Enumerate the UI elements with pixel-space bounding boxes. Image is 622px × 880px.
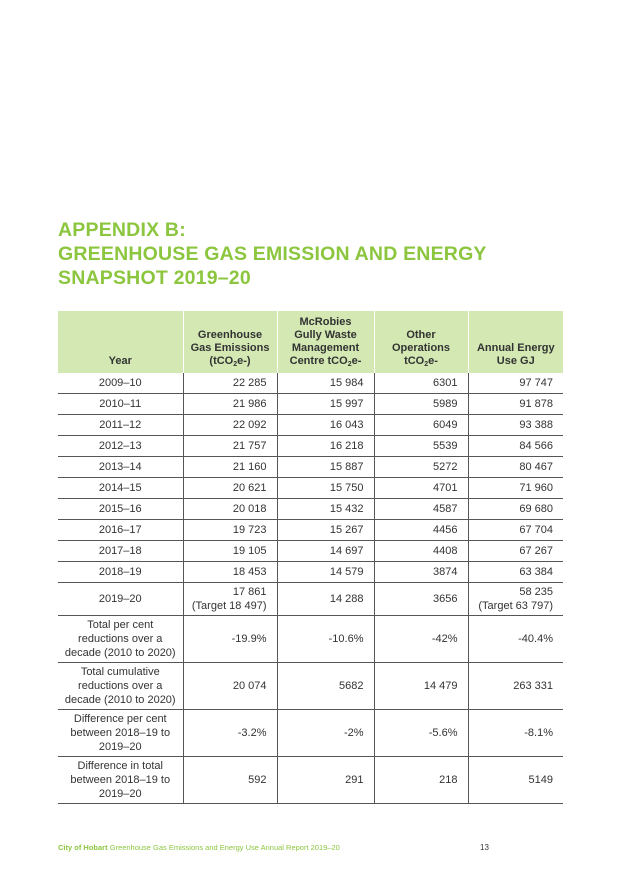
cell-ghg: 20 018 — [183, 499, 277, 520]
cell-other: 4587 — [374, 499, 468, 520]
cell-mcrobies: 15 887 — [277, 457, 374, 478]
cell-mcrobies: 15 750 — [277, 478, 374, 499]
table-row — [58, 436, 563, 457]
cell-energy: 67 704 — [468, 520, 563, 541]
cell-energy: 63 384 — [468, 562, 563, 583]
summary-label: Difference in total between 2018–19 to 2019–20 — [58, 757, 183, 804]
cell-year: 2015–16 — [58, 499, 183, 520]
heading-line-1: APPENDIX B: — [58, 219, 186, 241]
cell-energy: 84 566 — [468, 436, 563, 457]
cell-mcrobies: 14 288 — [277, 583, 374, 616]
footer-org: City of Hobart — [58, 843, 108, 852]
cell-other: 6049 — [374, 415, 468, 436]
header-year: Year — [58, 311, 183, 373]
cell-year: 2009–10 — [58, 373, 183, 394]
cell-year: 2012–13 — [58, 436, 183, 457]
cell-energy: 91 878 — [468, 394, 563, 415]
table-row-2019-20 — [58, 583, 563, 616]
emissions-table — [58, 311, 563, 804]
summary-row-total-percent — [58, 616, 563, 663]
cell-other: 4701 — [374, 478, 468, 499]
cell-ghg: 18 453 — [183, 562, 277, 583]
cell-energy: 71 960 — [468, 478, 563, 499]
cell-other: 14 479 — [374, 663, 468, 710]
summary-row-difference-percent — [58, 710, 563, 757]
footer-title: Greenhouse Gas Emissions and Energy Use Annual Report 2019–20 — [109, 843, 340, 852]
cell-ghg: 20 621 — [183, 478, 277, 499]
cell-other: -5.6% — [374, 710, 468, 757]
cell-ghg: 21 757 — [183, 436, 277, 457]
cell-ghg — [183, 583, 277, 616]
cell-year: 2016–17 — [58, 520, 183, 541]
summary-row-total-cumulative — [58, 663, 563, 710]
cell-other: 218 — [374, 757, 468, 804]
cell-energy: 5149 — [468, 757, 563, 804]
cell-other: 5272 — [374, 457, 468, 478]
cell-ghg: 592 — [183, 757, 277, 804]
cell-energy: 80 467 — [468, 457, 563, 478]
table-row — [58, 415, 563, 436]
cell-mcrobies: 15 432 — [277, 499, 374, 520]
cell-ghg: -19.9% — [183, 616, 277, 663]
table-row — [58, 541, 563, 562]
cell-other: 5539 — [374, 436, 468, 457]
cell-ghg: 21 160 — [183, 457, 277, 478]
table-header-row — [58, 311, 563, 373]
cell-mcrobies: 14 579 — [277, 562, 374, 583]
cell-year: 2014–15 — [58, 478, 183, 499]
page-heading — [58, 218, 487, 290]
table-row — [58, 478, 563, 499]
table-row — [58, 394, 563, 415]
cell-energy — [468, 583, 563, 616]
cell-energy: 263 331 — [468, 663, 563, 710]
header-ghg-emissions: Greenhouse Gas Emissions (tCO$_2$e-) — [183, 311, 277, 373]
cell-year: 2010–11 — [58, 394, 183, 415]
cell-ghg: -3.2% — [183, 710, 277, 757]
cell-ghg: 19 723 — [183, 520, 277, 541]
heading-line-2: GREENHOUSE GAS EMISSION AND ENERGY — [58, 243, 487, 265]
table-body — [58, 373, 563, 804]
energy-target: (Target 63 797) — [478, 600, 553, 612]
cell-energy: 97 747 — [468, 373, 563, 394]
cell-other: 4408 — [374, 541, 468, 562]
cell-mcrobies: 16 043 — [277, 415, 374, 436]
cell-ghg: 22 092 — [183, 415, 277, 436]
cell-year: 2011–12 — [58, 415, 183, 436]
cell-other: 3656 — [374, 583, 468, 616]
ghg-target: (Target 18 497) — [191, 600, 267, 612]
table-row — [58, 562, 563, 583]
cell-ghg: 21 986 — [183, 394, 277, 415]
cell-mcrobies: 15 997 — [277, 394, 374, 415]
cell-energy: 69 680 — [468, 499, 563, 520]
cell-mcrobies: -10.6% — [277, 616, 374, 663]
cell-mcrobies: 15 267 — [277, 520, 374, 541]
cell-ghg: 20 074 — [183, 663, 277, 710]
heading-line-3: SNAPSHOT 2019–20 — [58, 267, 251, 289]
cell-ghg: 19 105 — [183, 541, 277, 562]
header-other-operations: Other Operations tCO$_2$e- — [374, 311, 468, 373]
cell-other: 5989 — [374, 394, 468, 415]
cell-energy: 67 267 — [468, 541, 563, 562]
cell-other: -42% — [374, 616, 468, 663]
page-footer — [58, 843, 340, 852]
summary-row-difference-total — [58, 757, 563, 804]
cell-year: 2018–19 — [58, 562, 183, 583]
cell-mcrobies: 16 218 — [277, 436, 374, 457]
page-number: 13 — [480, 843, 489, 852]
cell-energy: -40.4% — [468, 616, 563, 663]
header-annual-energy: Annual Energy Use GJ — [468, 311, 563, 373]
header-mcrobies: McRobies Gully Waste Management Centre tCO$_2$e- — [277, 311, 374, 373]
cell-year: 2017–18 — [58, 541, 183, 562]
cell-ghg: 22 285 — [183, 373, 277, 394]
ghg-value: 17 861 — [232, 586, 267, 598]
table-row — [58, 373, 563, 394]
cell-mcrobies: 14 697 — [277, 541, 374, 562]
cell-other: 3874 — [374, 562, 468, 583]
cell-year: 2019–20 — [58, 583, 183, 616]
summary-label: Total cumulative reductions over a decade (2010 to 2020) — [58, 663, 183, 710]
energy-value: 58 235 — [519, 586, 553, 598]
cell-mcrobies: 291 — [277, 757, 374, 804]
table-row — [58, 520, 563, 541]
table-row — [58, 457, 563, 478]
cell-mcrobies: 5682 — [277, 663, 374, 710]
cell-energy: -8.1% — [468, 710, 563, 757]
cell-year: 2013–14 — [58, 457, 183, 478]
cell-mcrobies: -2% — [277, 710, 374, 757]
cell-other: 6301 — [374, 373, 468, 394]
cell-energy: 93 388 — [468, 415, 563, 436]
summary-label: Total per cent reductions over a decade (2010 to 2020) — [58, 616, 183, 663]
table-row — [58, 499, 563, 520]
cell-mcrobies: 15 984 — [277, 373, 374, 394]
summary-label: Difference per cent between 2018–19 to 2019–20 — [58, 710, 183, 757]
cell-other: 4456 — [374, 520, 468, 541]
